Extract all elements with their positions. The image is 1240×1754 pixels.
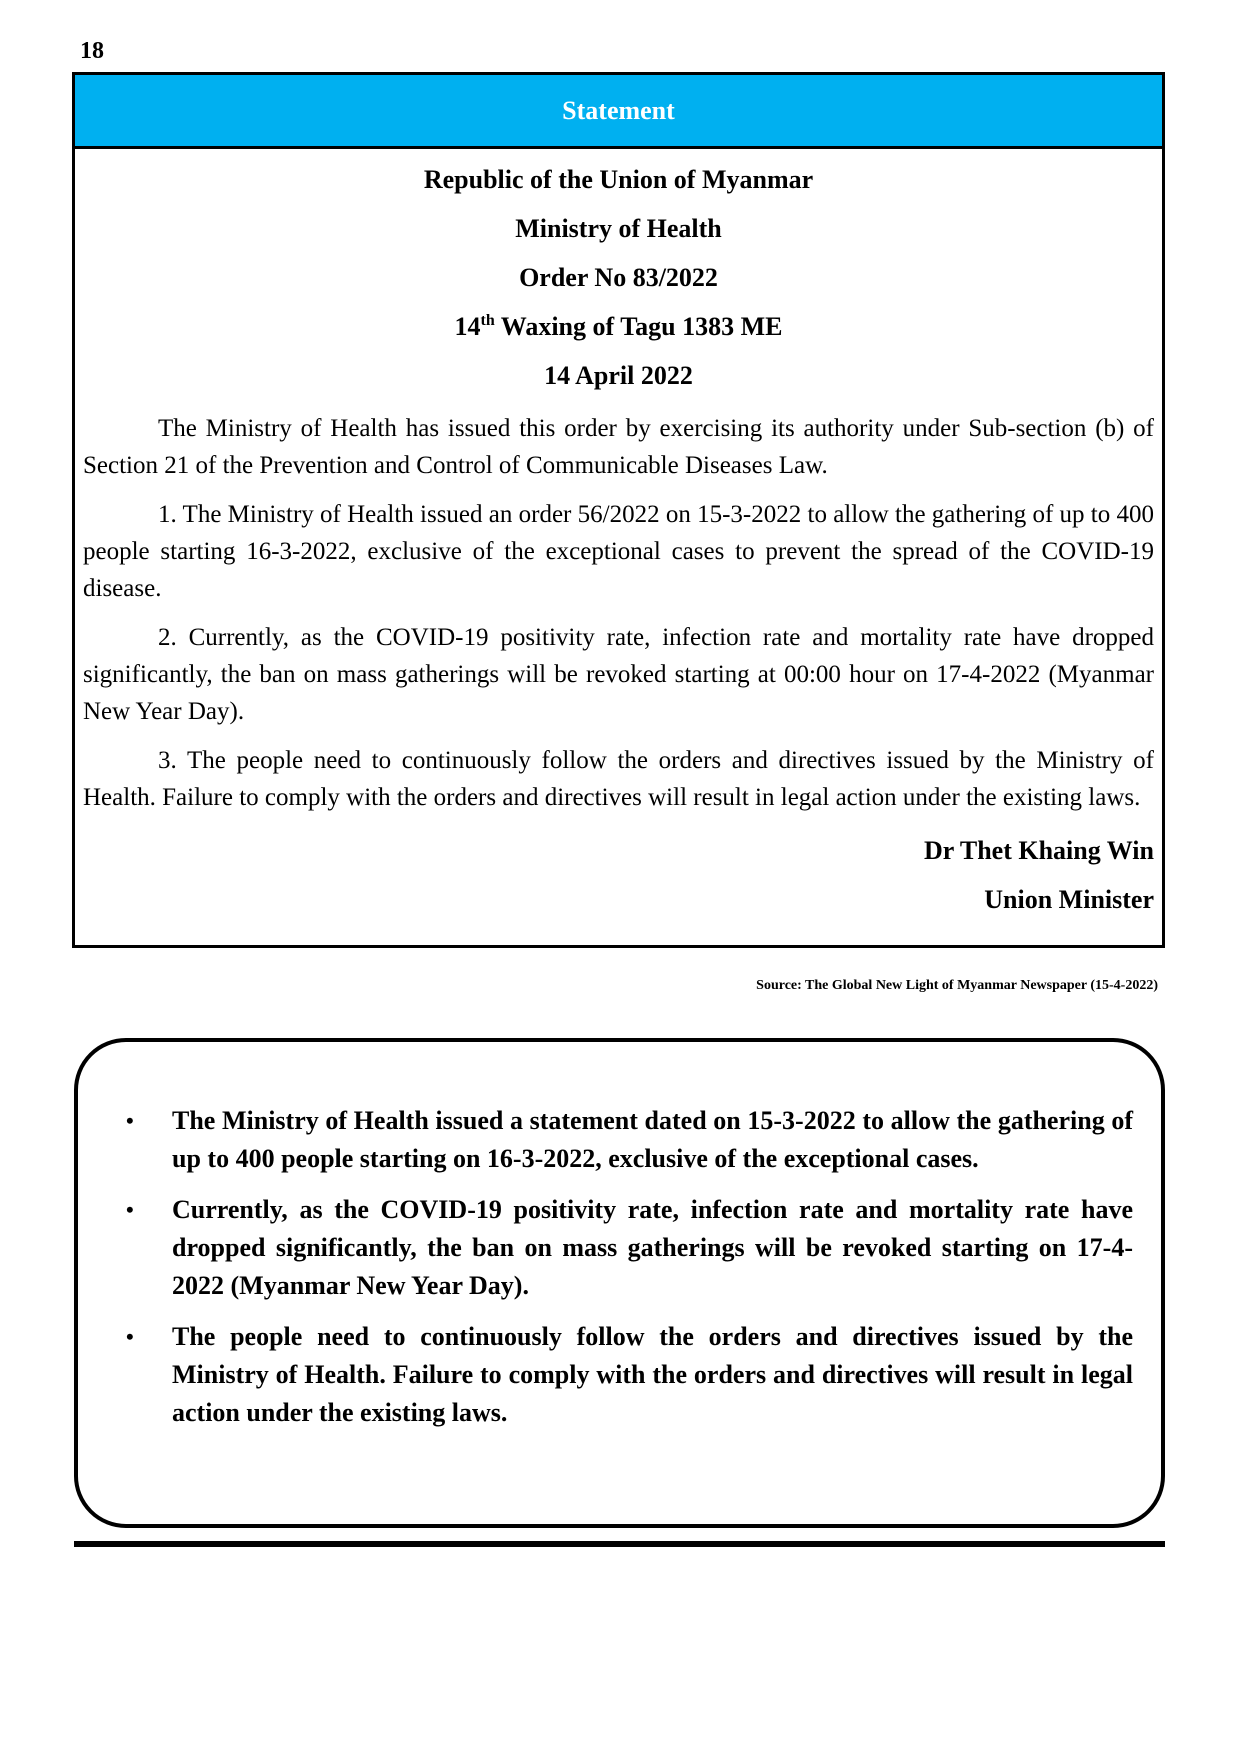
summary-box: [74, 1038, 1165, 1528]
bullet-icon: •: [126, 1197, 134, 1222]
summary-item: [108, 1191, 1133, 1305]
summary-list: [108, 1102, 1133, 1432]
statement-body: [75, 149, 1162, 915]
myanmar-date-rest: Waxing of Tagu 1383 ME: [494, 312, 783, 341]
paragraph-3: 3. The people need to continuously follow the orders and directives issued by the Ministry of Health. Failure to comply with the orders and directives will result in legal action under the existing laws.: [83, 747, 1154, 811]
myanmar-date-suffix: th: [480, 312, 495, 329]
bullet-icon: •: [126, 1108, 134, 1133]
paragraph-2: 2. Currently, as the COVID-19 positivity rate, infection rate and mortality rate have dropped significantly, the ban on mass gatherings will be revoked starting at 00:00 hour on 17-4-2022 (Myanmar New Year Day).: [83, 624, 1154, 725]
gregorian-date: 14 April 2022: [544, 361, 693, 390]
summary-item: [108, 1102, 1133, 1178]
signatory-title: Union Minister: [984, 885, 1154, 914]
summary-item-text: The Ministry of Health issued a statement dated on 15-3-2022 to allow the gathering of up to 400 people starting on 16-3-2022, exclusive of the exceptional cases.: [172, 1106, 1133, 1173]
summary-item: [108, 1318, 1133, 1432]
statement-box: [72, 72, 1165, 948]
order-number: Order No 83/2022: [519, 263, 718, 292]
myanmar-date-day: 14: [454, 312, 481, 341]
signatory-name: Dr Thet Khaing Win: [924, 836, 1154, 865]
myanmar-date: [83, 312, 1154, 342]
intro-paragraph: The Ministry of Health has issued this order by exercising its authority under Sub-section (b) of Section 21 of the Prevention and Control of Communicable Diseases Law.: [83, 415, 1154, 479]
summary-item-text: Currently, as the COVID-19 positivity rate, infection rate and mortality rate have dropped significantly, the ban on mass gatherings will be revoked starting on 17-4-2022 (Myanmar New Year Day).: [172, 1195, 1133, 1300]
summary-item-text: The people need to continuously follow the orders and directives issued by the Ministry of Health. Failure to comply with the orders and directives will result in legal action under the existing laws.: [172, 1322, 1133, 1427]
paragraph-1: 1. The Ministry of Health issued an order 56/2022 on 15-3-2022 to allow the gathering of up to 400 people starting 16-3-2022, exclusive of the exceptional cases to prevent the spread of the COVID-19 disease.: [83, 501, 1154, 602]
ministry-line: Ministry of Health: [515, 214, 722, 243]
statement-header: Statement: [75, 75, 1162, 149]
page-number: 18: [80, 38, 104, 64]
bullet-icon: •: [126, 1324, 134, 1349]
source-citation: Source: The Global New Light of Myanmar Newspaper (15-4-2022): [756, 978, 1158, 993]
republic-line: Republic of the Union of Myanmar: [423, 165, 814, 194]
bottom-rule: [74, 1541, 1165, 1547]
